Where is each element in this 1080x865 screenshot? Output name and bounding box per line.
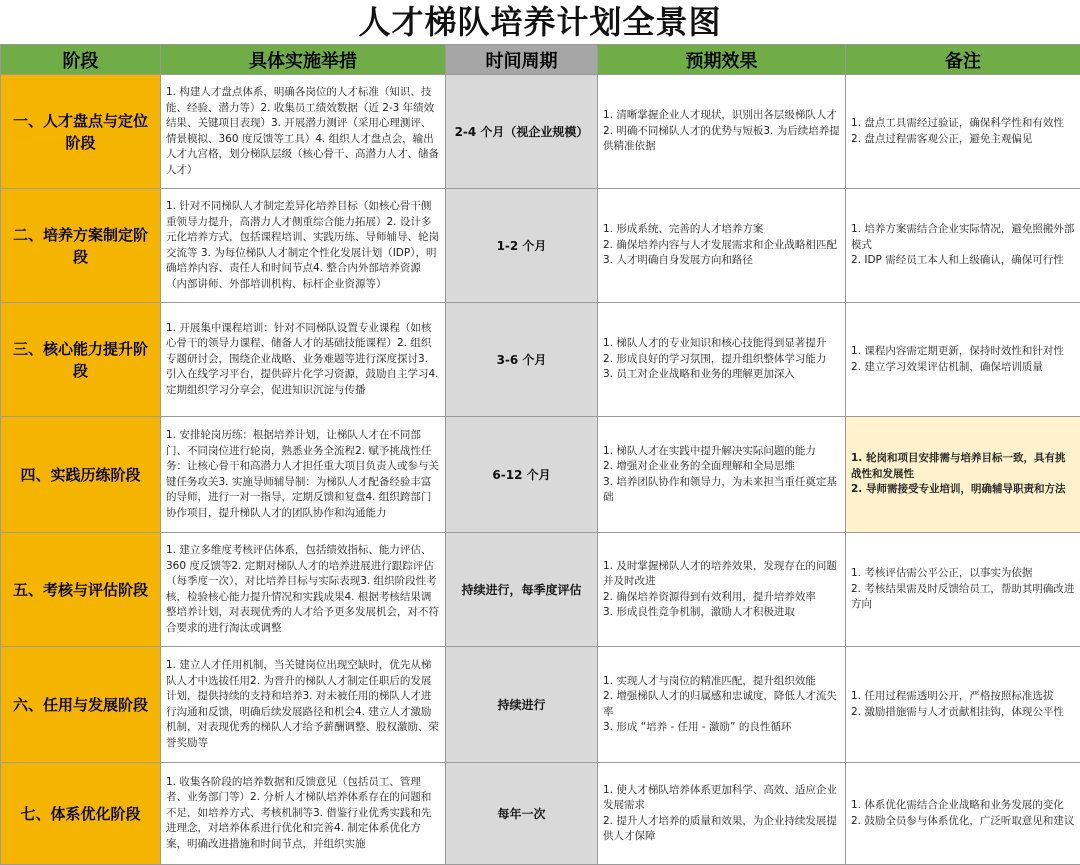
effects-text: 1. 清晰掌握企业人才现状，识别出各层级梯队人才 2. 明确不同梯队人才的优势与短板3. 为后续培养提供精准依据 — [603, 108, 840, 155]
header-stage: 阶段 — [1, 45, 161, 75]
stage-cell: 三、核心能力提升阶段 — [1, 303, 161, 417]
effects-cell — [598, 75, 846, 189]
notes-cell — [846, 303, 1080, 417]
measures-cell — [161, 189, 446, 303]
measures-text: 1. 构建人才盘点体系，明确各岗位的人才标准（知识、技能、经验、潜力等）2. 收集员工绩效数据（近 2-3 年绩效结果、关键项目表现）3. 开展潜力测评（采用心理测评、情景模拟、360 度反馈等工具）4. 组织人才盘点会，输出人才九宫格，划分梯队层级（核心骨干、高潜力人才、储备人才） — [166, 85, 440, 178]
effects-text: 1. 及时掌握梯队人才的培养效果，发现存在的问题并及时改进 2. 确保培养资源得到有效利用，提升培养效率 3. 形成良性竞争机制，激励人才积极进取 — [603, 559, 840, 621]
stage-cell: 四、实践历练阶段 — [1, 417, 161, 533]
effects-cell — [598, 763, 846, 865]
stage-cell: 七、体系优化阶段 — [1, 763, 161, 865]
header-effects: 预期效果 — [598, 45, 846, 75]
effects-text: 1. 梯队人才在实践中提升解决实际问题的能力 2. 增强对企业业务的全面理解和全局思维 3. 培养团队协作和领导力，为未来担当重任奠定基础 — [603, 444, 840, 506]
measures-cell — [161, 647, 446, 763]
notes-cell — [846, 763, 1080, 865]
notes-cell — [846, 189, 1080, 303]
effects-cell — [598, 303, 846, 417]
header-notes: 备注 — [846, 45, 1080, 75]
table-row — [1, 417, 1080, 533]
notes-text: 1. 体系优化需结合企业战略和业务发展的变化 2. 鼓励全员参与体系优化，广泛听取意见和建议 — [851, 798, 1075, 829]
page-title: 人才梯队培养计划全景图 — [0, 0, 1080, 44]
notes-cell — [846, 75, 1080, 189]
stage-cell: 五、考核与评估阶段 — [1, 533, 161, 647]
effects-cell — [598, 189, 846, 303]
stage-cell: 一、人才盘点与定位阶段 — [1, 75, 161, 189]
measures-cell — [161, 417, 446, 533]
effects-text: 1. 实现人才与岗位的精准匹配，提升组织效能 2. 增强梯队人才的归属感和忠诚度，降低人才流失率 3. 形成 “培养 - 任用 - 激励” 的良性循环 — [603, 674, 840, 736]
cycle-cell: 持续进行 — [446, 647, 598, 763]
effects-cell — [598, 647, 846, 763]
header-cycle: 时间周期 — [446, 45, 598, 75]
effects-text: 1. 形成系统、完善的人才培养方案 2. 确保培养内容与人才发展需求和企业战略相匹配 3. 人才明确自身发展方向和路径 — [603, 222, 840, 269]
cycle-cell: 1-2 个月 — [446, 189, 598, 303]
effects-text: 1. 梯队人才的专业知识和核心技能得到显著提升 2. 形成良好的学习氛围，提升组织整体学习能力 3. 员工对企业战略和业务的理解更加深入 — [603, 336, 840, 383]
table-row — [1, 189, 1080, 303]
notes-cell — [846, 533, 1080, 647]
effects-cell — [598, 533, 846, 647]
measures-text: 1. 收集各阶段的培养数据和反馈意见（包括员工、管理者、业务部门等）2. 分析人才梯队培养体系存在的问题和不足，如培养方式、考核机制等3. 借鉴行业优秀实践和先进理念，对培养体系进行优化和完善4. 制定体系优化方案，明确改进措施和时间节点，并组织实施 — [166, 775, 440, 853]
measures-text: 1. 建立多维度考核评估体系，包括绩效指标、能力评估、360 度反馈等2. 定期对梯队人才的培养进展进行跟踪评估（每季度一次），对比培养目标与实际表现3. 组织阶段性考核，检验核心能力提升情况和实践成果4. 根据考核结果调整培养计划，对表现优秀的人才给予更多发展机会，对不符合要求的进行淘汰或调整 — [166, 543, 440, 636]
notes-text: 1. 考核评估需公平公正，以事实为依据 2. 考核结果需及时反馈给员工，帮助其明确改进方向 — [851, 566, 1075, 613]
cycle-cell: 2-4 个月（视企业规模） — [446, 75, 598, 189]
cycle-cell: 6-12 个月 — [446, 417, 598, 533]
table-row — [1, 75, 1080, 189]
table-row — [1, 533, 1080, 647]
table-row — [1, 303, 1080, 417]
cycle-cell: 每年一次 — [446, 763, 598, 865]
measures-text: 1. 开展集中课程培训：针对不同梯队设置专业课程（如核心骨干的领导力课程、储备人才的基础技能课程）2. 组织专题研讨会，围绕企业战略、业务难题等进行深度探讨3. 引入在线学习平台，提供碎片化学习资源，鼓励自主学习4. 定期组织学习分享会，促进知识沉淀与传播 — [166, 321, 440, 399]
notes-text: 1. 课程内容需定期更新，保持时效性和针对性 2. 建立学习效果评估机制，确保培训质量 — [851, 344, 1075, 375]
stage-cell: 六、任用与发展阶段 — [1, 647, 161, 763]
measures-cell — [161, 763, 446, 865]
measures-cell — [161, 303, 446, 417]
header-row — [1, 45, 1080, 75]
measures-cell — [161, 533, 446, 647]
table-row — [1, 647, 1080, 763]
notes-cell — [846, 417, 1080, 533]
notes-cell — [846, 647, 1080, 763]
effects-text: 1. 使人才梯队培养体系更加科学、高效、适应企业发展需求 2. 提升人才培养的质量和效果，为企业持续发展提供人才保障 — [603, 783, 840, 845]
effects-cell — [598, 417, 846, 533]
notes-text: 1. 盘点工具需经过验证，确保科学性和有效性 2. 盘点过程需客观公正，避免主观偏见 — [851, 116, 1075, 147]
notes-text: 1. 培养方案需结合企业实际情况，避免照搬外部模式 2. IDP 需经员工本人和上级确认，确保可行性 — [851, 222, 1075, 269]
stage-cell: 二、培养方案制定阶段 — [1, 189, 161, 303]
measures-text: 1. 针对不同梯队人才制定差异化培养目标（如核心骨干侧重领导力提升，高潜力人才侧重综合能力拓展）2. 设计多元化培养方式，包括课程培训、实践历练、导师辅导、轮岗交流等 3. 为每位梯队人才制定个性化发展计划（IDP），明确培养内容、责任人和时间节点4. 整合内外部培养资源（内部讲师、外部培训机构、标杆企业资源等） — [166, 199, 440, 292]
measures-cell — [161, 75, 446, 189]
plan-table — [0, 44, 1080, 865]
cycle-cell: 持续进行，每季度评估 — [446, 533, 598, 647]
header-measures: 具体实施举措 — [161, 45, 446, 75]
measures-text: 1. 安排轮岗历练：根据培养计划，让梯队人才在不同部门、不同岗位进行轮岗，熟悉业务全流程2. 赋予挑战性任务：让核心骨干和高潜力人才担任重大项目负责人或参与关键任务攻关3. 实施导师辅导制：为梯队人才配备经验丰富的导师，进行一对一指导，定期反馈和复盘4. 组织跨部门协作项目，提升梯队人才的团队协作和沟通能力 — [166, 428, 440, 521]
table-row — [1, 763, 1080, 865]
notes-text: 1. 任用过程需透明公开，严格按照标准选拔 2. 激励措施需与人才贡献相挂钩，体现公平性 — [851, 689, 1075, 720]
measures-text: 1. 建立人才任用机制，当关键岗位出现空缺时，优先从梯队人才中选拔任用2. 为晋升的梯队人才制定任职后的发展计划，提供持续的支持和培养3. 对未被任用的梯队人才进行沟通和反馈，明确后续发展路径和机会4. 建立人才激励机制，对表现优秀的梯队人才给予薪酬调整、股权激励、荣誉奖励等 — [166, 658, 440, 751]
notes-text: 1. 轮岗和项目安排需与培养目标一致，具有挑战性和发展性 2. 导师需接受专业培训，明确辅导职责和方法 — [851, 451, 1075, 498]
cycle-cell: 3-6 个月 — [446, 303, 598, 417]
